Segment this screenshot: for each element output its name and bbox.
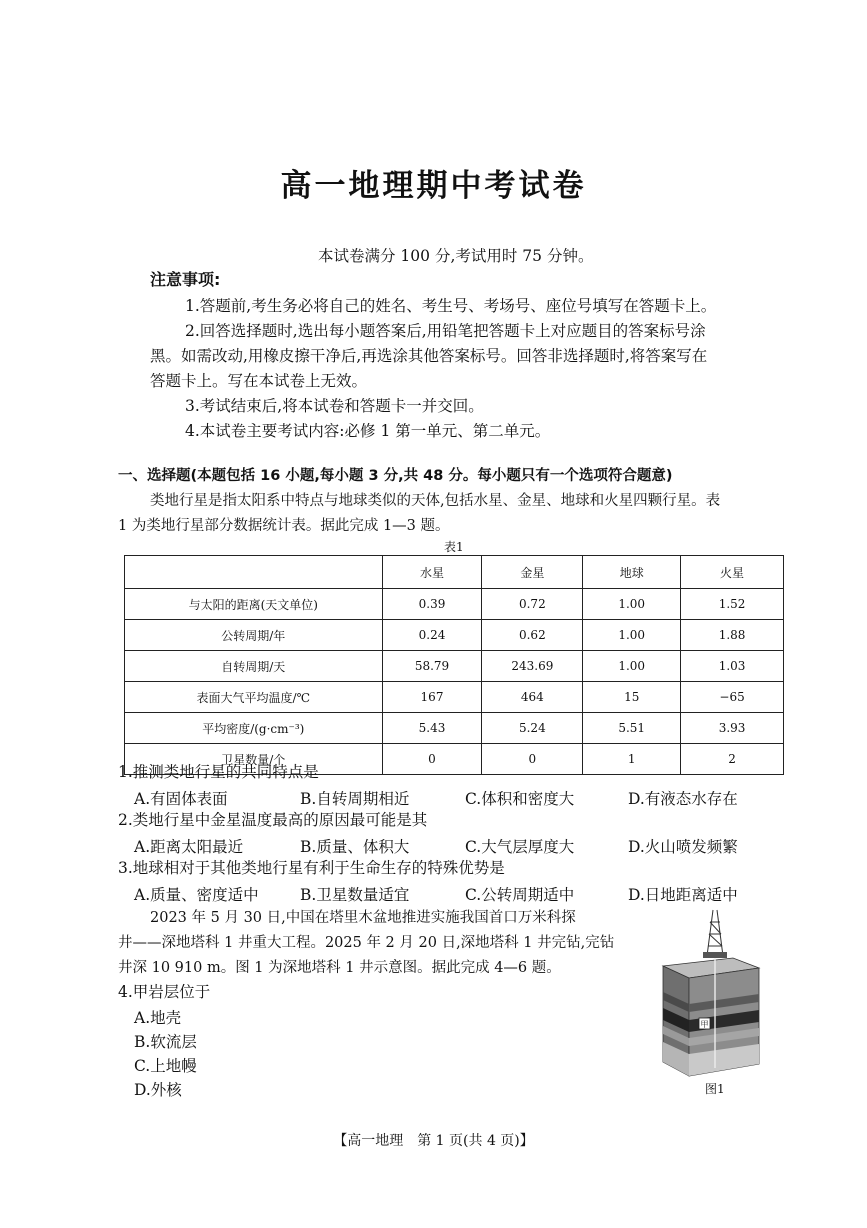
exam-info: 本试卷满分 100 分,考试用时 75 分钟。 (318, 247, 594, 265)
answer-option: D.外核 (134, 1081, 182, 1099)
notes-heading: 注意事项: (150, 270, 221, 289)
table-header-cell: 金星 (482, 556, 583, 589)
table-cell: 1.03 (681, 651, 784, 682)
passage-line: 类地行星是指太阳系中特点与地球类似的天体,包括水星、金星、地球和火星四颗行星。表 (150, 493, 721, 509)
answer-option: B.卫星数量适宜 (300, 886, 410, 904)
question-stem: 1.推测类地行星的共同特点是 (118, 763, 319, 781)
answer-option: A.距离太阳最近 (134, 838, 244, 856)
table-cell: 1.88 (681, 620, 784, 651)
question-stem: 4.甲岩层位于 (118, 983, 211, 1001)
answer-option: B.质量、体积大 (300, 838, 410, 856)
passage-line: 井深 10 910 m。图 1 为深地塔科 1 井示意图。据此完成 4—6 题。 (118, 960, 561, 976)
note-item: 3.考试结束后,将本试卷和答题卡一并交回。 (185, 397, 484, 415)
table-header-cell: 水星 (382, 556, 482, 589)
table-cell: 1.52 (681, 589, 784, 620)
answer-option: D.日地距离适中 (628, 886, 738, 904)
figure-caption: 图1 (705, 1082, 725, 1096)
table-cell: 5.51 (583, 713, 681, 744)
table-cell: 0 (382, 744, 482, 775)
figure-drilling-well (655, 908, 765, 1096)
answer-option: C.大气层厚度大 (465, 838, 575, 856)
table-cell: 1.00 (583, 589, 681, 620)
table-cell: 0 (482, 744, 583, 775)
answer-option: C.上地幔 (134, 1057, 197, 1075)
table-cell: 243.69 (482, 651, 583, 682)
question-stem: 2.类地行星中金星温度最高的原因最可能是其 (118, 811, 428, 829)
note-item: 1.答题前,考生务必将自己的姓名、考生号、考场号、座位号填写在答题卡上。 (185, 297, 717, 315)
table-cell: 1.00 (583, 620, 681, 651)
table-row (125, 620, 784, 651)
table-cell: 表面大气平均温度/℃ (125, 682, 383, 713)
table-header-cell: 地球 (583, 556, 681, 589)
answer-option: D.火山喷发频繁 (628, 838, 738, 856)
table-cell: 公转周期/年 (125, 620, 383, 651)
table-cell: 0.62 (482, 620, 583, 651)
page-title: 高一地理期中考试卷 (280, 168, 587, 204)
table-cell: 2 (681, 744, 784, 775)
passage-line: 2023 年 5 月 30 日,中国在塔里木盆地推进实施我国首口万米科探 (150, 910, 576, 926)
answer-option: A.有固体表面 (134, 790, 228, 808)
section-heading: 一、选择题(本题包括 16 小题,每小题 3 分,共 48 分。每小题只有一个选项符合题意) (118, 468, 673, 484)
note-item: 答题卡上。写在本试卷上无效。 (150, 372, 368, 390)
table-cell: 平均密度/(g·cm⁻³) (125, 713, 383, 744)
table-cell: 15 (583, 682, 681, 713)
table-cell: 1 (583, 744, 681, 775)
answer-option: A.质量、密度适中 (134, 886, 259, 904)
table-cell: 5.24 (482, 713, 583, 744)
planet-data-table (124, 555, 784, 775)
answer-option: C.体积和密度大 (465, 790, 575, 808)
table-header-cell: 火星 (681, 556, 784, 589)
table-row (125, 589, 784, 620)
table-header-row (125, 556, 784, 589)
table-cell: 3.93 (681, 713, 784, 744)
table-cell: 1.00 (583, 651, 681, 682)
page-footer: 【高一地理 第 1 页(共 4 页)】 (333, 1133, 534, 1149)
table-cell: 自转周期/天 (125, 651, 383, 682)
answer-option: D.有液态水存在 (628, 790, 738, 808)
table-cell: 5.43 (382, 713, 482, 744)
table-cell: −65 (681, 682, 784, 713)
table-cell: 58.79 (382, 651, 482, 682)
table-cell: 与太阳的距离(天文单位) (125, 589, 383, 620)
passage-line: 1 为类地行星部分数据统计表。据此完成 1—3 题。 (118, 518, 450, 534)
note-item: 2.回答选择题时,选出每小题答案后,用铅笔把答题卡上对应题目的答案标号涂 (185, 322, 706, 340)
table-cell: 0.39 (382, 589, 482, 620)
note-item: 4.本试卷主要考试内容:必修 1 第一单元、第二单元。 (185, 422, 551, 440)
table-cell: 0.72 (482, 589, 583, 620)
table-cell: 0.24 (382, 620, 482, 651)
answer-option: C.公转周期适中 (465, 886, 575, 904)
table-caption: 表1 (444, 540, 464, 554)
answer-option: B.自转周期相近 (300, 790, 410, 808)
answer-option: B.软流层 (134, 1033, 197, 1051)
table-cell: 卫星数量/个 (125, 744, 383, 775)
table-header-cell (125, 556, 383, 589)
stratum-label: 甲 (700, 1020, 709, 1029)
table-row (125, 682, 784, 713)
table-cell: 464 (482, 682, 583, 713)
question-stem: 3.地球相对于其他类地行星有利于生命生存的特殊优势是 (118, 859, 505, 877)
note-item: 黑。如需改动,用橡皮擦干净后,再选涂其他答案标号。回答非选择题时,将答案写在 (150, 347, 708, 365)
answer-option: A.地壳 (134, 1009, 182, 1027)
passage-line: 井——深地塔科 1 井重大工程。2025 年 2 月 20 日,深地塔科 1 井完钻,完钻 (118, 935, 615, 951)
table-row (125, 713, 784, 744)
drilling-rig-illustration (655, 908, 765, 1093)
table-cell: 167 (382, 682, 482, 713)
table-row (125, 651, 784, 682)
